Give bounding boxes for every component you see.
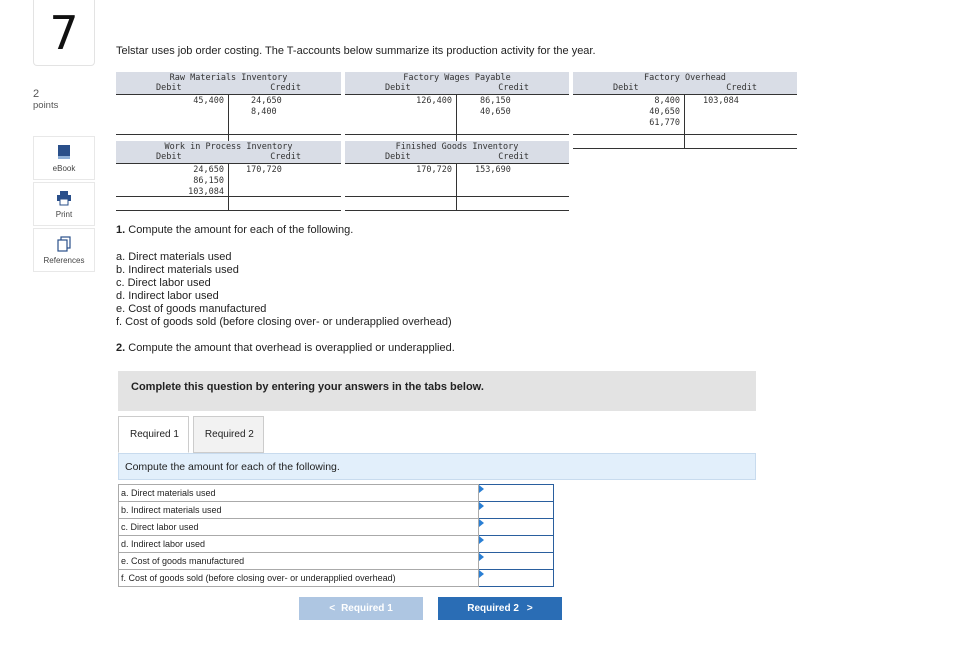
taccount-title: Finished Goods Inventory [395, 142, 519, 152]
debit-entry: 61,770 [649, 118, 680, 128]
references-button[interactable] [33, 228, 95, 272]
table-row [119, 553, 554, 570]
cogm-input[interactable] [479, 554, 553, 569]
table-row [119, 519, 554, 536]
chevron-right-icon: > [526, 603, 533, 614]
table-row [119, 570, 554, 587]
taccount-factory-overhead [573, 72, 797, 149]
indirect-materials-input[interactable] [479, 503, 553, 518]
book-icon [56, 144, 72, 160]
references-label: References [43, 255, 85, 265]
list-item: b. Indirect materials used [116, 264, 239, 276]
credit-entry: 8,400 [251, 107, 277, 117]
debit-entry: 40,650 [649, 107, 680, 117]
taccount-factory-wages [345, 72, 569, 149]
table-row [119, 536, 554, 553]
debit-entry: 126,400 [416, 96, 452, 106]
part1-number: 1. [116, 224, 126, 236]
table-row [119, 502, 554, 519]
row-label: d. Indirect labor used [119, 536, 479, 553]
next-label: Required 2 [467, 603, 519, 614]
debit-entry: 86,150 [193, 176, 224, 186]
references-icon [56, 236, 72, 252]
debit-label: Debit [385, 83, 411, 93]
row-label: f. Cost of goods sold (before closing over- or underapplied overhead) [119, 570, 479, 587]
answer-table [118, 484, 554, 587]
list-item: d. Indirect labor used [116, 290, 219, 302]
debit-entry: 24,650 [193, 165, 224, 175]
credit-entry: 103,084 [703, 96, 739, 106]
tab-required-1[interactable]: Required 1 [118, 416, 189, 453]
part2-text: Compute the amount that overhead is overapplied or underapplied. [125, 342, 455, 354]
list-item: a. Direct materials used [116, 251, 232, 263]
debit-label: Debit [156, 152, 182, 162]
debit-entry: 103,084 [188, 187, 224, 197]
next-required-button[interactable] [438, 597, 562, 620]
taccount-title: Factory Overhead [644, 73, 726, 83]
table-row [119, 485, 554, 502]
credit-label: Credit [270, 83, 301, 93]
items-list [116, 251, 452, 329]
print-label: Print [55, 209, 73, 219]
prev-label: Required 1 [341, 603, 393, 614]
credit-entry: 86,150 [480, 96, 511, 106]
list-item: c. Direct labor used [116, 277, 211, 289]
row-label: c. Direct labor used [119, 519, 479, 536]
taccount-work-in-process [116, 141, 341, 211]
direct-labor-input[interactable] [479, 520, 553, 535]
points-label: points [33, 100, 59, 111]
question-number: 7 [33, 0, 95, 66]
ebook-button[interactable] [33, 136, 95, 180]
row-label: e. Cost of goods manufactured [119, 553, 479, 570]
part2-prompt [116, 342, 455, 354]
tab-instruction: Compute the amount for each of the following. [118, 453, 756, 480]
credit-label: Credit [498, 83, 529, 93]
taccount-title: Work in Process Inventory [164, 142, 293, 152]
credit-entry: 24,650 [251, 96, 282, 106]
question-intro: Telstar uses job order costing. The T-accounts below summarize its production activity for the year. [116, 45, 596, 57]
debit-label: Debit [156, 83, 182, 93]
tab-required-2[interactable]: Required 2 [193, 416, 264, 453]
debit-label: Debit [613, 83, 639, 93]
credit-entry: 170,720 [246, 165, 282, 175]
taccount-finished-goods [345, 141, 569, 211]
direct-materials-input[interactable] [479, 486, 553, 501]
chevron-left-icon: < [329, 603, 336, 614]
debit-label: Debit [385, 152, 411, 162]
printer-icon [56, 190, 72, 206]
debit-entry: 170,720 [416, 165, 452, 175]
ebook-label: eBook [52, 163, 76, 173]
indirect-labor-input[interactable] [479, 537, 553, 552]
list-item: e. Cost of goods manufactured [116, 303, 267, 315]
row-label: b. Indirect materials used [119, 502, 479, 519]
points-value: 2 [33, 88, 40, 100]
credit-entry: 40,650 [480, 107, 511, 117]
part1-prompt [116, 224, 353, 236]
debit-entry: 45,400 [193, 96, 224, 106]
print-button[interactable] [33, 182, 95, 226]
credit-label: Credit [726, 83, 757, 93]
credit-entry: 153,690 [475, 165, 511, 175]
credit-label: Credit [498, 152, 529, 162]
taccount-title: Raw Materials Inventory [169, 73, 288, 83]
part2-number: 2. [116, 342, 126, 354]
credit-label: Credit [270, 152, 301, 162]
list-item: f. Cost of goods sold (before closing over- or underapplied overhead) [116, 316, 452, 328]
debit-entry: 8,400 [654, 96, 680, 106]
prev-required-button[interactable] [299, 597, 423, 620]
part1-text: Compute the amount for each of the following. [125, 224, 354, 236]
taccount-raw-materials [116, 72, 341, 149]
points-info [33, 88, 58, 112]
complete-question-banner: Complete this question by entering your answers in the tabs below. [118, 371, 756, 411]
cogs-input[interactable] [479, 571, 553, 586]
taccount-title: Factory Wages Payable [403, 73, 511, 83]
tab-bar [118, 416, 264, 453]
row-label: a. Direct materials used [119, 485, 479, 502]
